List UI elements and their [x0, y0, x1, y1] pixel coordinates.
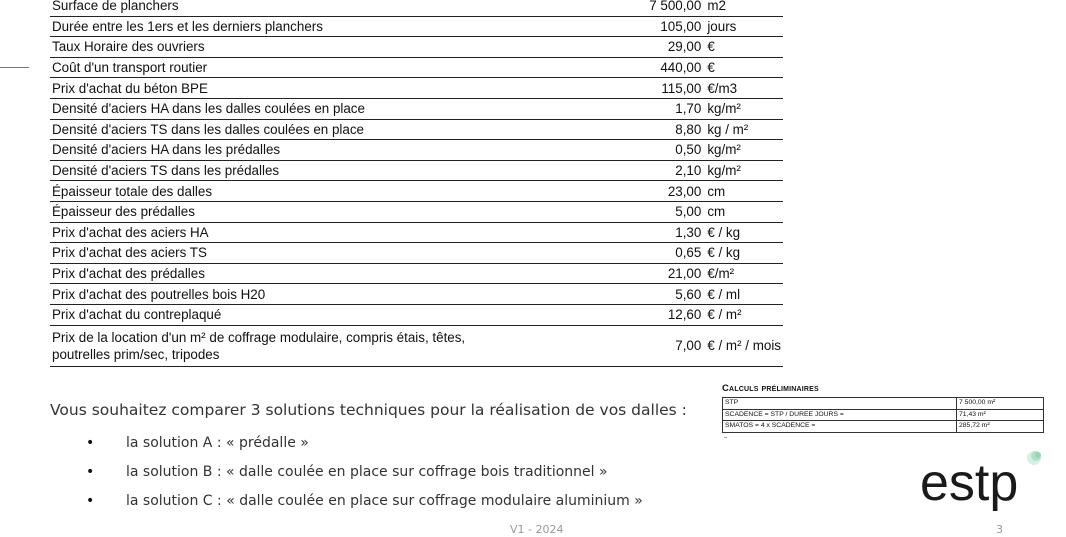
footer-version: V1 - 2024 [510, 523, 564, 536]
param-unit: m2 [707, 0, 783, 16]
calc-trailing: – [724, 432, 728, 441]
param-unit: €/m² [707, 263, 783, 284]
bullet: • [86, 435, 95, 451]
param-label: Prix d'achat des prédalles [50, 263, 596, 284]
param-label: Épaisseur des prédalles [50, 201, 596, 222]
param-value: 105,00 [596, 16, 707, 37]
table-row [723, 409, 1044, 421]
parameters-table [50, 0, 783, 367]
param-unit: kg/m² [707, 160, 783, 181]
logo-dot-cluster [1027, 451, 1041, 465]
calc-value: 7 500,00 m² [957, 398, 1044, 410]
param-value: 1,30 [596, 222, 707, 243]
param-label: Densité d'aciers TS dans les prédalles [50, 160, 596, 181]
table-row [50, 78, 783, 99]
param-label-line1: Prix de la location d'un m² de coffrage modulaire, compris étais, têtes, [52, 329, 466, 345]
param-label: Densité d'aciers HA dans les dalles coulées en place [50, 98, 596, 119]
intro-text: Vous souhaitez comparer 3 solutions techniques pour la réalisation de vos dalles : [50, 401, 687, 419]
table-row [50, 243, 783, 264]
param-value: 5,60 [596, 284, 707, 305]
param-value: 21,00 [596, 263, 707, 284]
table-row [50, 16, 783, 37]
param-value: 8,80 [596, 119, 707, 140]
logo-text: estp [920, 454, 1019, 512]
param-label: Prix d'achat des poutrelles bois H20 [50, 284, 596, 305]
param-label: Taux Horaire des ouvriers [50, 37, 596, 58]
estp-logo [918, 448, 1048, 518]
param-unit: € / kg [707, 222, 783, 243]
param-unit: kg/m² [707, 98, 783, 119]
param-label: Prix d'achat des aciers TS [50, 243, 596, 264]
table-row [50, 119, 783, 140]
param-unit: kg/m² [707, 140, 783, 161]
list-item [50, 432, 643, 461]
param-unit: kg / m² [707, 119, 783, 140]
page-number: 3 [996, 523, 1003, 536]
param-value: 29,00 [596, 37, 707, 58]
calc-value: 71,43 m² [957, 409, 1044, 421]
param-label-line2: poutrelles prim/sec, tripodes [52, 346, 220, 362]
param-label: Densité d'aciers TS dans les dalles coulées en place [50, 119, 596, 140]
param-unit: € / ml [707, 284, 783, 305]
table-row [50, 140, 783, 161]
param-value: 12,60 [596, 304, 707, 325]
solutions-list [50, 432, 643, 519]
table-row [50, 160, 783, 181]
param-unit: € / m² / mois [707, 325, 783, 366]
param-value: 1,70 [596, 98, 707, 119]
table-row [50, 37, 783, 58]
param-value: 0,65 [596, 243, 707, 264]
table-row [50, 304, 783, 325]
param-label: Prix d'achat du contreplaqué [50, 304, 596, 325]
param-label: Épaisseur totale des dalles [50, 181, 596, 202]
param-label: Coût d'un transport routier [50, 57, 596, 78]
param-value: 0,50 [596, 140, 707, 161]
table-row [50, 201, 783, 222]
table-row [50, 181, 783, 202]
param-value: 115,00 [596, 78, 707, 99]
param-unit: cm [707, 201, 783, 222]
param-unit: jours [707, 16, 783, 37]
table-row [50, 0, 783, 16]
param-label: Surface de planchers [50, 0, 596, 16]
param-label: Durée entre les 1ers et les derniers planchers [50, 16, 596, 37]
table-row [50, 57, 783, 78]
param-value: 2,10 [596, 160, 707, 181]
list-item [50, 461, 643, 490]
table-row [723, 398, 1044, 410]
param-unit: € [707, 37, 783, 58]
solution-text: la solution A : « prédalle » [126, 435, 309, 451]
calc-trailing-row [722, 433, 1044, 441]
param-label: Prix d'achat des aciers HA [50, 222, 596, 243]
param-unit: €/m3 [707, 78, 783, 99]
calc-table [722, 397, 1044, 433]
table-row [50, 325, 783, 366]
param-label: Prix d'achat du béton BPE [50, 78, 596, 99]
param-unit: € / m² [707, 304, 783, 325]
solution-text: la solution C : « dalle coulée en place sur coffrage modulaire aluminium » [126, 493, 643, 509]
param-unit: cm [707, 181, 783, 202]
solution-text: la solution B : « dalle coulée en place sur coffrage bois traditionnel » [126, 464, 608, 480]
param-value: 7,00 [596, 325, 707, 366]
table-row [50, 284, 783, 305]
param-value: 440,00 [596, 57, 707, 78]
param-unit: € / kg [707, 243, 783, 264]
table-row [50, 98, 783, 119]
bullet: • [86, 464, 95, 480]
table-row [50, 222, 783, 243]
param-value: 5,00 [596, 201, 707, 222]
calc-value: 285,72 m² [957, 421, 1044, 433]
bullet: • [86, 493, 95, 509]
param-value: 7 500,00 [596, 0, 707, 16]
param-unit: € [707, 57, 783, 78]
decorative-line [0, 67, 29, 68]
table-row [723, 421, 1044, 433]
calc-label: SCADENCE = STP / DUREE JOURS = [723, 409, 957, 421]
calc-label: SMATOS = 4 x SCADENCE = [723, 421, 957, 433]
calculs-preliminaires [722, 383, 1044, 441]
param-value: 23,00 [596, 181, 707, 202]
calc-title: Calculs préliminaires [722, 383, 819, 394]
list-item [50, 490, 643, 519]
table-row [50, 263, 783, 284]
param-label: Densité d'aciers HA dans les prédalles [50, 140, 596, 161]
param-label [50, 325, 596, 366]
calc-label: STP [723, 398, 957, 410]
